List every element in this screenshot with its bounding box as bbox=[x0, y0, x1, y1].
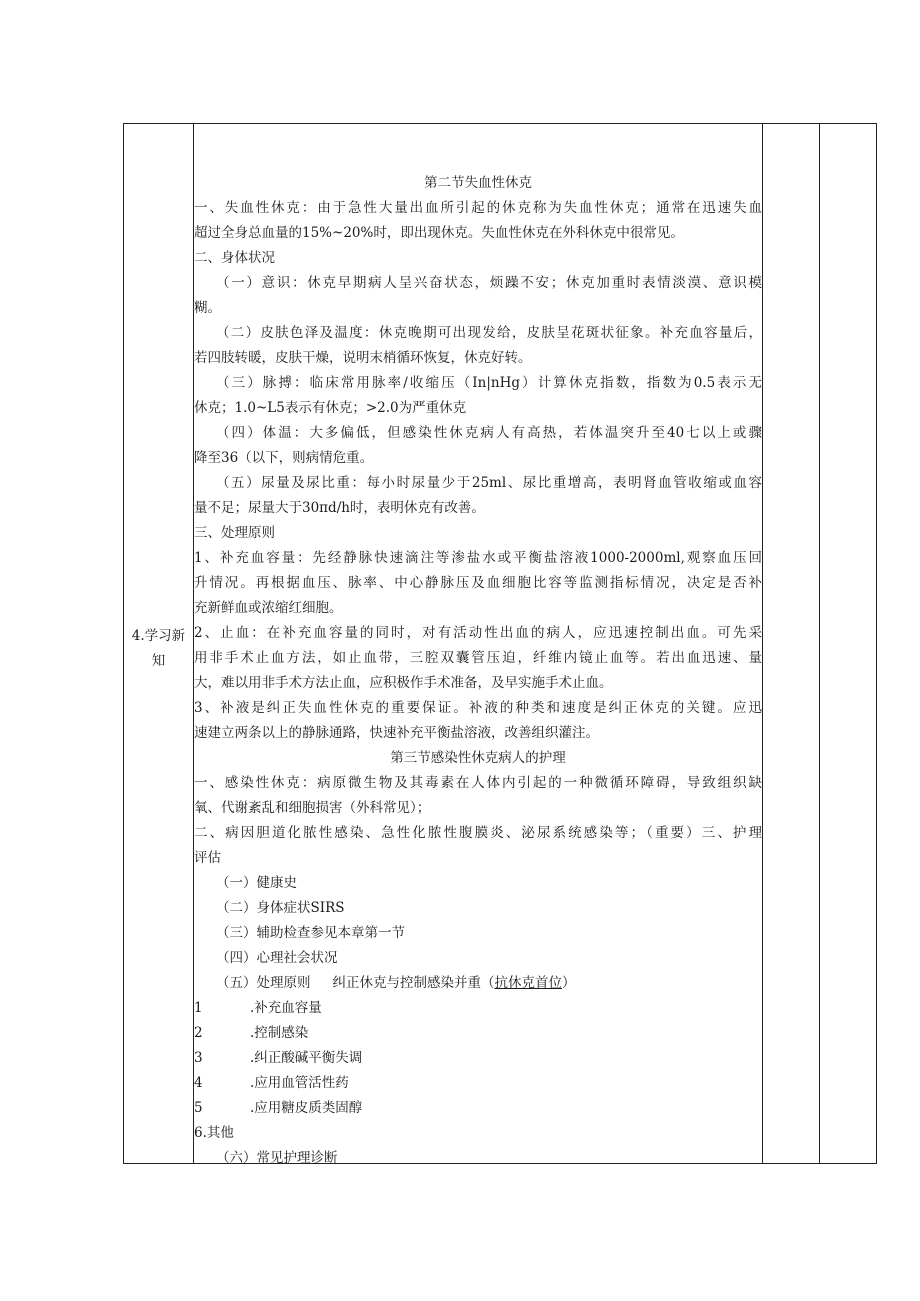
text-line: （二）身体症状SIRS bbox=[216, 900, 345, 916]
column-divider bbox=[819, 124, 820, 1163]
principle-suffix: ） bbox=[562, 975, 576, 991]
text-line: 升情况。再根据血压、脉率、中心静脉压及血细胞比容等监测指标情况，决定是否补 bbox=[194, 575, 762, 591]
list-item-text: .应用血管活性药 bbox=[250, 1075, 349, 1091]
list-item-number: 2 bbox=[194, 1025, 203, 1041]
list-item-number: 3 bbox=[194, 1050, 203, 1066]
text-line: 糊。 bbox=[194, 300, 221, 316]
text-line: （五）尿量及尿比重：每小时尿量少于25ml、尿比重增高，表明肾血管收缩或血容 bbox=[216, 475, 762, 491]
list-item-number: 1 bbox=[194, 1000, 203, 1016]
text-line: （一）健康史 bbox=[216, 875, 297, 891]
principle-middle: 纠正休克与控制感染并重（ bbox=[332, 975, 495, 991]
lesson-plan-table bbox=[123, 123, 877, 1164]
text-line: 第三节感染性休克病人的护理 bbox=[390, 750, 566, 766]
text-line: 3、补液是纠正失血性休克的重要保证。补液的种类和速度是纠正休克的关键。应迅 bbox=[194, 700, 762, 716]
text-line: 充新鲜血或浓缩红细胞。 bbox=[194, 600, 343, 616]
text-block-tail bbox=[194, 1121, 762, 1171]
text-line: 速建立两条以上的静脉通路，快速补充平衡盐溶液，改善组织灌注。 bbox=[194, 725, 599, 741]
list-item bbox=[194, 1021, 762, 1046]
text-line: 一、感染性休克：病原微生物及其毒素在人体内引起的一种微循环障碍，导致组织缺 bbox=[194, 775, 762, 791]
list-item-text: .纠正酸碱平衡失调 bbox=[250, 1050, 363, 1066]
row-label-line: 知 bbox=[151, 653, 166, 669]
text-line: 评估 bbox=[194, 850, 221, 866]
text-line: 休克；1.0~L5表示有休克；>2.0为严重休克 bbox=[194, 400, 467, 416]
text-line: 2、止血：在补充血容量的同时，对有活动性出血的病人，应迅速控制出血。可先采 bbox=[194, 625, 762, 641]
text-line: 一、失血性休克：由于急性大量出血所引起的休克称为失血性休克；通常在迅速失血 bbox=[194, 200, 762, 216]
row-label-line: 4.学习新 bbox=[131, 628, 186, 644]
text-line: （六）常见护理诊断 bbox=[216, 1150, 338, 1166]
list-item bbox=[194, 1046, 762, 1071]
principle-prefix: （五）处理原则 bbox=[216, 975, 311, 991]
list-item bbox=[194, 1071, 762, 1096]
principle-underlined: 抗休克首位 bbox=[494, 975, 562, 991]
text-line: 若四肢转暖，皮肤干燥，说明末梢循环恢复，休克好转。 bbox=[194, 350, 532, 366]
list-item-text: .应用糖皮质类固醇 bbox=[250, 1100, 363, 1116]
text-line: （二）皮肤色泽及温度：休克晚期可出现发给，皮肤呈花斑状征象。补充血容量后， bbox=[216, 325, 762, 341]
text-line: 二、身体状况 bbox=[194, 250, 275, 266]
row-label-cell bbox=[124, 624, 193, 674]
text-line: 用非手术止血方法，如止血带，三腔双囊管压迫，纤维内镜止血等。若出血迅速、量 bbox=[194, 650, 762, 666]
text-line: 超过全身总血量的15%~20%时，即出现休克。失血性休克在外科休克中很常见。 bbox=[194, 225, 684, 241]
text-line: 氧、代谢紊乱和细胞损害（外科常见）； bbox=[194, 800, 431, 816]
text-line: （四）体温：大多偏低，但感染性休克病人有高热，若体温突升至40七以上或骤 bbox=[216, 425, 762, 441]
content-cell bbox=[194, 171, 762, 1171]
text-line: 大，难以用非手术方法止血，应积极作手术准备，及早实施手术止血。 bbox=[194, 675, 613, 691]
column-divider bbox=[762, 124, 763, 1163]
list-item bbox=[194, 1096, 762, 1121]
text-line: （四）心理社会状况 bbox=[216, 950, 338, 966]
text-line: 1、补充血容量：先经静脉快速滴注等渗盐水或平衡盐溶液1000-2000ml,观察血压回 bbox=[194, 550, 762, 566]
text-line: 二、病因胆道化脓性感染、急性化脓性腹膜炎、泌尿系统感染等；（重要）三、护理 bbox=[194, 825, 762, 841]
list-item-text: .控制感染 bbox=[250, 1025, 309, 1041]
numbered-list bbox=[194, 996, 762, 1121]
text-line: （三）辅助检查参见本章第一节 bbox=[216, 925, 405, 941]
text-line: （三）脉搏：临床常用脉率/收缩压（In|nHg）计算休克指数，指数为0.5表示无 bbox=[216, 375, 762, 391]
list-item-number: 5 bbox=[194, 1100, 203, 1116]
text-block bbox=[194, 171, 762, 971]
list-item-number: 4 bbox=[194, 1075, 203, 1091]
text-line: （一）意识：休克早期病人呈兴奋状态，烦躁不安；休克加重时表情淡漠、意识模 bbox=[216, 275, 762, 291]
text-line: 三、处理原则 bbox=[194, 525, 275, 541]
list-item bbox=[194, 996, 762, 1021]
text-line: 降至36（以下，则病情危重。 bbox=[194, 450, 374, 466]
text-line: 量不足；尿量大于30πd/h时，表明休克有改善。 bbox=[194, 500, 485, 516]
list-item-text: .补充血容量 bbox=[250, 1000, 322, 1016]
text-line: 6.其他 bbox=[194, 1125, 234, 1141]
principle-line bbox=[194, 971, 762, 996]
text-line: 第二节失血性休克 bbox=[424, 175, 532, 191]
